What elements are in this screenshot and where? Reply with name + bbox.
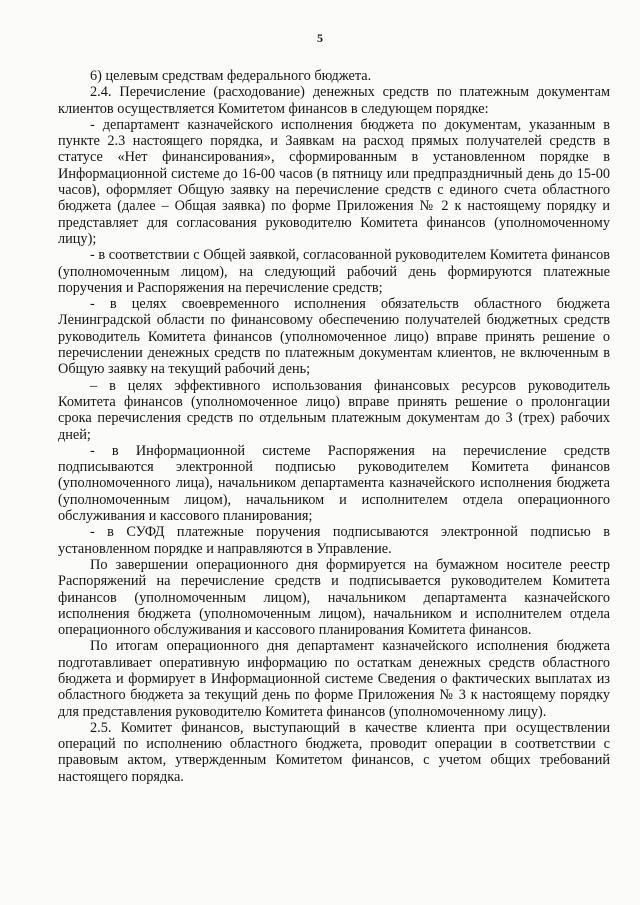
list-item-treasury-department: - департамент казначейского исполнения бюджета по документам, указанным в пункте 2.3 настоящего порядка, и Заявкам на расход прямых получателей средств в статусе «Нет финансирования», сформированным в установленном порядке в Информационной системе до 16-00 часов (в пятницу или предпраздничный день до 15-00 часов), оформляет Общую заявку на перечисление средств с единого счета областного бюджета (далее – Общая заявка) по форме Приложения № 2 к настоящему порядку и представляет для согласования руководителю Комитета финансов (уполномоченному лицу); <box>58 116 610 247</box>
list-item-sufd: - в СУФД платежные поручения подписываются электронной подписью в установленном порядке и направляются в Управление. <box>58 524 610 557</box>
paragraph-registry: По завершении операционного дня формируется на бумажном носителе реестр Распоряжений на перечисление средств и подписывается руководителем Комитета финансов (уполномоченным лицом), начальником департамента казначейского исполнения бюджета (уполномоченным лицом), начальником и исполнителем отдела операционного обслуживания и кассового планирования Комитета финансов. <box>58 556 610 639</box>
list-item-electronic-signature: - в Информационной системе Распоряжения на перечисление средств подписываются электронной подписью руководителем Комитета финансов (уполномоченного лица), начальником департамента казначейского исполнения бюджета (уполномоченным лицом), начальником и исполнителем отдела операционного обслуживания и кассового планирования; <box>58 442 610 525</box>
paragraph-2-5: 2.5. Комитет финансов, выступающий в качестве клиента при осуществлении операций по исполнению областного бюджета, проводит операции в соответствии с правовым актом, утвержденным Комитетом финансов, с учетом общих требований настоящего порядка. <box>58 719 610 785</box>
paragraph-2-4: 2.4. Перечисление (расходование) денежных средств по платежным документам клиентов осуществляется Комитетом финансов в следующем порядке: <box>58 84 610 117</box>
list-item-prolongation: – в целях эффективного использования финансовых ресурсов руководитель Комитета финансов (уполномоченное лицо) вправе принять решение о пролонгации срока перечисления средств по отдельным платежным документам до 3 (трех) рабочих дней; <box>58 377 610 443</box>
list-item-general-request: - в соответствии с Общей заявкой, согласованной руководителем Комитета финансов (уполномоченным лицом), на следующий рабочий день формируются платежные поручения и Распоряжения на перечисление средств; <box>58 247 610 296</box>
paragraph-item-6: 6) целевым средствам федерального бюджета. <box>90 68 372 84</box>
paragraph-operational-day: По итогам операционного дня департамент казначейского исполнения бюджета подготавливает оперативную информацию по остаткам денежных средств областного бюджета и формирует в Информационной системе Сведения о фактических выплатах из областного бюджета за текущий день по форме Приложения № 3 к настоящему порядку для представления руководителю Комитета финансов (уполномоченному лицу). <box>58 638 610 720</box>
page-number: 5 <box>317 31 323 45</box>
list-item-timely-execution: - в целях своевременного исполнения обязательств областного бюджета Ленинградской области по финансовому обеспечению получателей бюджетных средств руководитель Комитета финансов (уполномоченное лицо) вправе принять решение о перечислении денежных средств по платежным документам клиентов, не включенным в Общую заявку на текущий рабочий день; <box>58 296 610 378</box>
document-body <box>58 68 610 785</box>
